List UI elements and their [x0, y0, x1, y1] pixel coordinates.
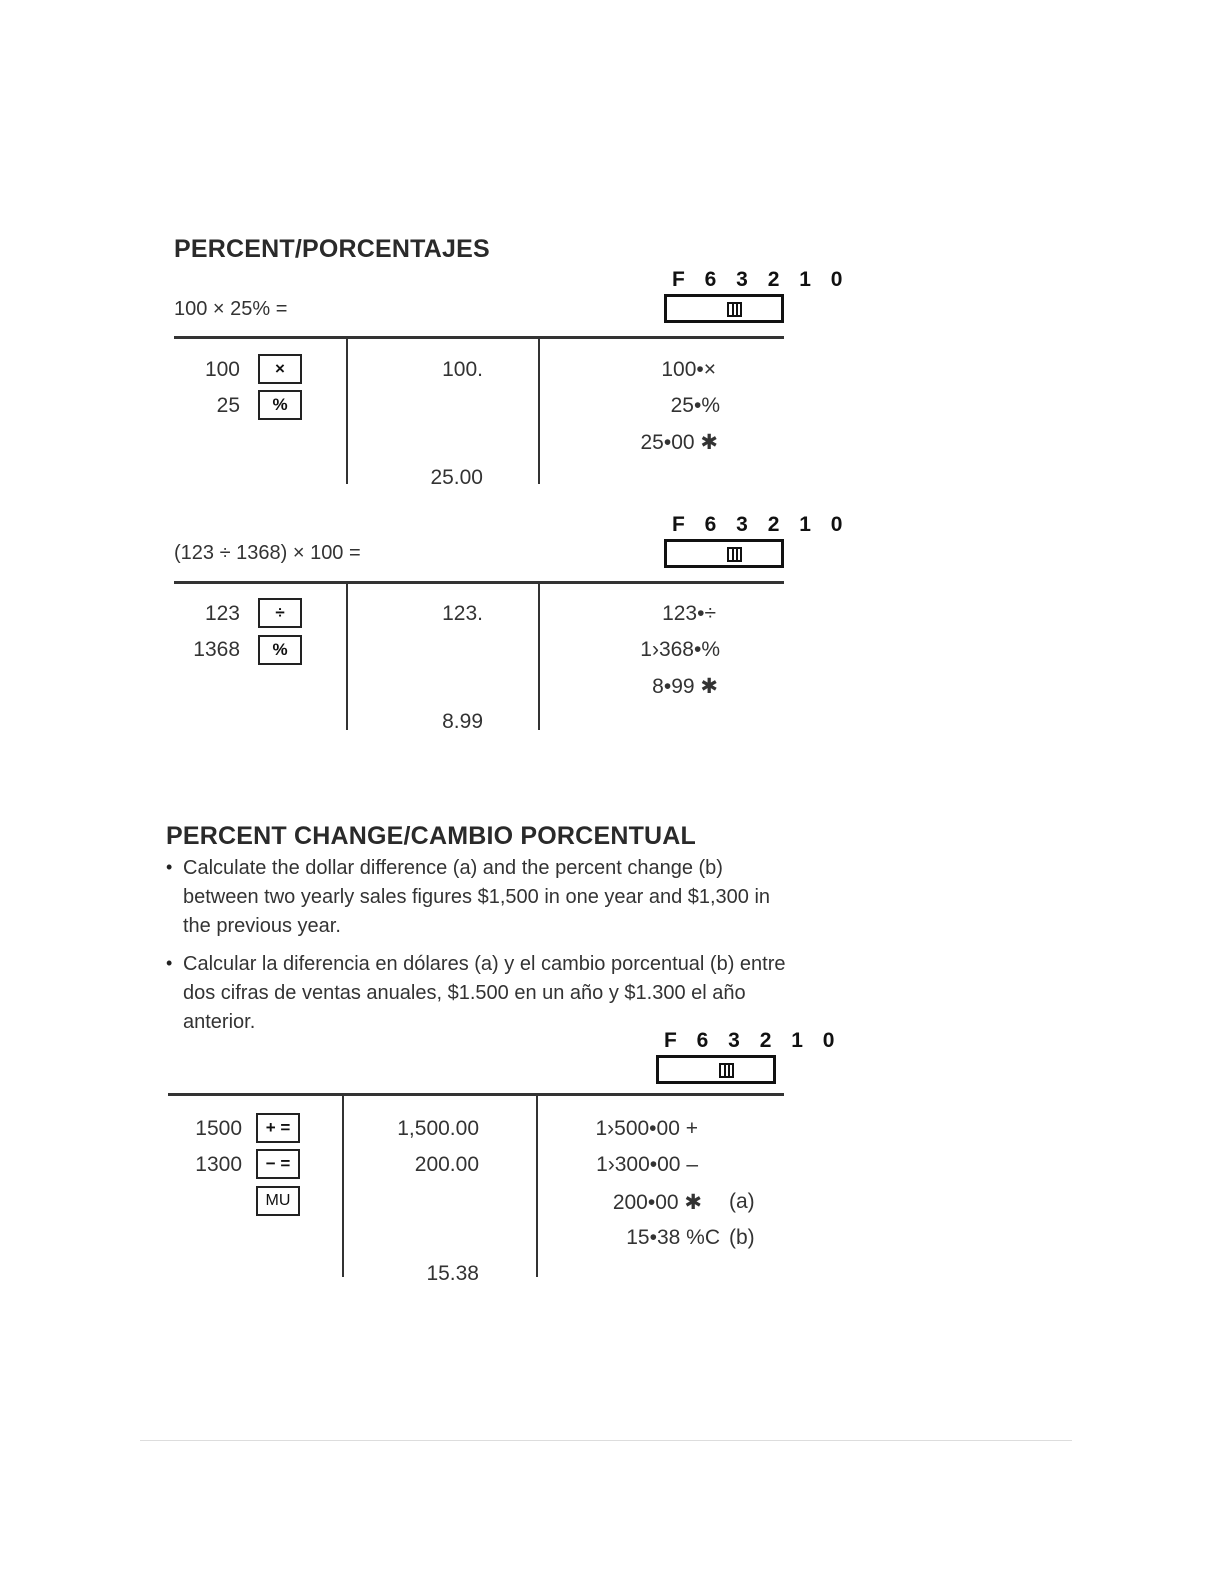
plus-equals-key: + = — [256, 1113, 300, 1143]
tape-line: 200•00 ✱ — [612, 1191, 702, 1214]
column-divider — [346, 339, 348, 484]
percent-key: % — [258, 635, 302, 665]
entry-value: 100 — [204, 358, 240, 381]
decimal-selector-switch — [664, 294, 784, 323]
column-divider — [538, 584, 540, 730]
bullet-icon: • — [166, 953, 173, 973]
divide-key: ÷ — [258, 598, 302, 628]
display-value: 25.00 — [430, 466, 483, 489]
decimal-selector-knob-icon — [719, 1063, 734, 1078]
section-heading-percent: PERCENT/PORCENTAJES — [174, 235, 490, 263]
decimal-selector-label: F 6 3 2 1 0 — [664, 1029, 842, 1052]
display-value: 15.38 — [426, 1262, 479, 1285]
column-divider — [538, 339, 540, 484]
minus-equals-key: − = — [256, 1149, 300, 1179]
decimal-selector-switch — [656, 1055, 776, 1084]
decimal-selector-label: F 6 3 2 1 0 — [672, 268, 850, 291]
instruction-spanish: Calcular la diferencia en dólares (a) y el cambio porcentual (b) entre dos cifras de ventas anuales, $1.500 en un año y $1.300 el año anterior. — [183, 953, 786, 1033]
table-top-rule — [174, 581, 784, 584]
column-divider — [536, 1096, 538, 1277]
tape-line: 1›500•00 + — [595, 1117, 698, 1140]
tape-line: 1›300•00 – — [596, 1153, 698, 1176]
section-heading-percent-change: PERCENT CHANGE/CAMBIO PORCENTUAL — [166, 822, 697, 850]
percent-key: % — [258, 390, 302, 420]
entry-value: 1500 — [195, 1117, 242, 1140]
tape-line: 8•99 ✱ — [652, 675, 718, 698]
decimal-selector-label: F 6 3 2 1 0 — [672, 513, 850, 536]
tape-line: 25•00 ✱ — [640, 431, 718, 454]
formula: (123 ÷ 1368) × 100 = — [174, 542, 361, 564]
tape-line: 123•÷ — [662, 602, 716, 625]
decimal-selector-knob-icon — [727, 302, 742, 317]
entry-value: 123 — [204, 602, 240, 625]
tape-note: (b) — [729, 1226, 755, 1249]
tape-line: 1›368•% — [640, 638, 720, 661]
column-divider — [342, 1096, 344, 1277]
decimal-selector-switch — [664, 539, 784, 568]
display-value: 8.99 — [442, 710, 483, 733]
display-value: 123. — [442, 602, 483, 625]
mu-key: MU — [256, 1186, 300, 1216]
bullet-icon: • — [166, 857, 173, 877]
entry-value: 1300 — [195, 1153, 242, 1176]
instruction-english: Calculate the dollar difference (a) and the percent change (b) between two yearly sales figures $1,500 in one year and $1,300 in the previous year. — [183, 857, 771, 937]
display-value: 100. — [442, 358, 483, 381]
footer-divider — [140, 1440, 1072, 1441]
table-top-rule — [174, 336, 784, 339]
multiply-key: × — [258, 354, 302, 384]
tape-line: 15•38 %C — [626, 1226, 720, 1249]
tape-note: (a) — [729, 1190, 755, 1213]
entry-value: 1368 — [193, 638, 240, 661]
table-top-rule — [168, 1093, 784, 1096]
display-value: 1,500.00 — [397, 1117, 479, 1140]
formula: 100 × 25% = — [174, 298, 288, 320]
entry-value: 25 — [216, 394, 240, 417]
tape-line: 25•% — [670, 394, 720, 417]
column-divider — [346, 584, 348, 730]
tape-line: 100•× — [661, 358, 716, 381]
decimal-selector-knob-icon — [727, 547, 742, 562]
display-value: 200.00 — [414, 1153, 479, 1176]
